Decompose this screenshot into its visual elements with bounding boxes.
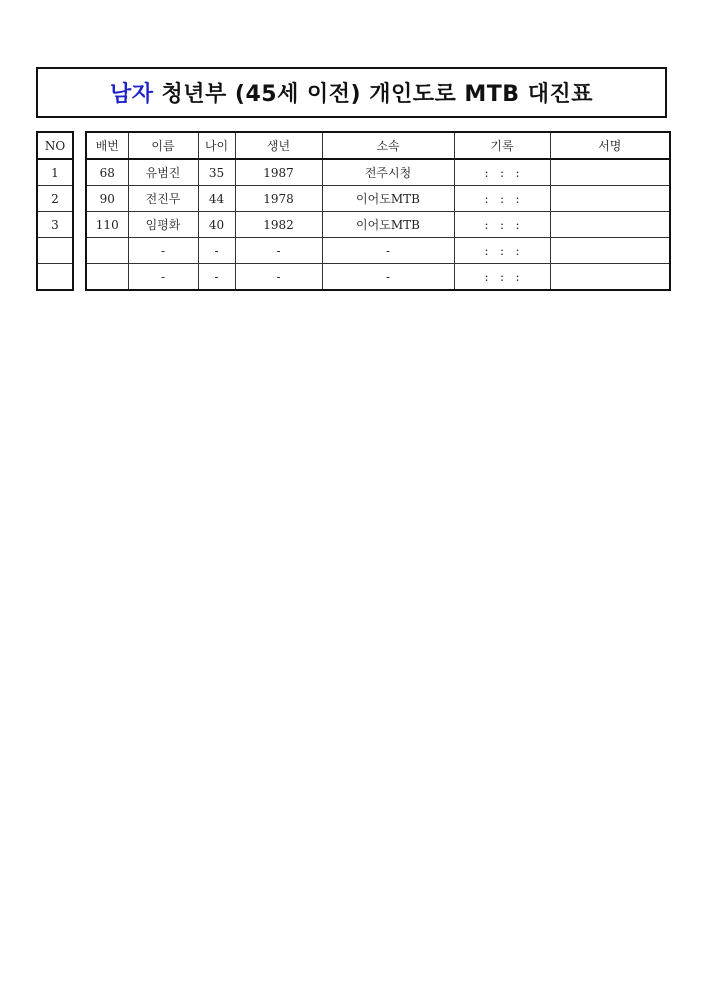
record-cell[interactable]: : : : (454, 238, 550, 264)
name-cell: - (128, 238, 198, 264)
no-cell: 3 (37, 212, 73, 238)
signature-cell[interactable] (550, 264, 670, 291)
number-table (36, 131, 74, 291)
signature-cell[interactable] (550, 238, 670, 264)
signature-cell[interactable] (550, 212, 670, 238)
header-record: 기록 (454, 132, 550, 159)
record-cell[interactable]: : : : (454, 159, 550, 186)
no-cell (37, 264, 73, 291)
age-cell: 35 (198, 159, 235, 186)
name-cell: 유범진 (128, 159, 198, 186)
bib-cell: 68 (86, 159, 128, 186)
table-row (86, 238, 670, 264)
birth-year-cell: 1982 (235, 212, 322, 238)
age-cell: - (198, 264, 235, 291)
name-cell: 전진무 (128, 186, 198, 212)
name-cell: - (128, 264, 198, 291)
bib-cell: 90 (86, 186, 128, 212)
affiliation-cell: 전주시청 (322, 159, 454, 186)
header-birth-year: 생년 (235, 132, 322, 159)
signature-cell[interactable] (550, 159, 670, 186)
bib-cell (86, 238, 128, 264)
header-bib: 배번 (86, 132, 128, 159)
bib-cell: 110 (86, 212, 128, 238)
affiliation-cell: 이어도MTB (322, 186, 454, 212)
header-signature: 서명 (550, 132, 670, 159)
affiliation-cell: 이어도MTB (322, 212, 454, 238)
record-cell[interactable]: : : : (454, 264, 550, 291)
title-accent: 남자 (110, 82, 154, 107)
birth-year-cell: 1978 (235, 186, 322, 212)
affiliation-cell: - (322, 264, 454, 291)
age-cell: 40 (198, 212, 235, 238)
affiliation-cell: - (322, 238, 454, 264)
table-row (86, 186, 670, 212)
no-cell: 2 (37, 186, 73, 212)
header-name: 이름 (128, 132, 198, 159)
table-row (86, 264, 670, 291)
header-age: 나이 (198, 132, 235, 159)
bracket-table (85, 131, 671, 291)
birth-year-cell: - (235, 264, 322, 291)
table-row (86, 212, 670, 238)
age-cell: 44 (198, 186, 235, 212)
signature-cell[interactable] (550, 186, 670, 212)
name-cell: 임평화 (128, 212, 198, 238)
table-header-row (86, 132, 670, 159)
record-cell[interactable]: : : : (454, 186, 550, 212)
birth-year-cell: 1987 (235, 159, 322, 186)
header-affiliation: 소속 (322, 132, 454, 159)
title-text: 청년부 (45세 이전) 개인도로 MTB 대진표 (161, 82, 593, 107)
bib-cell (86, 264, 128, 291)
no-cell (37, 238, 73, 264)
table-row (86, 159, 670, 186)
record-cell[interactable]: : : : (454, 212, 550, 238)
age-cell: - (198, 238, 235, 264)
no-header: NO (37, 132, 73, 159)
page-title (36, 67, 667, 118)
no-cell: 1 (37, 159, 73, 186)
birth-year-cell: - (235, 238, 322, 264)
